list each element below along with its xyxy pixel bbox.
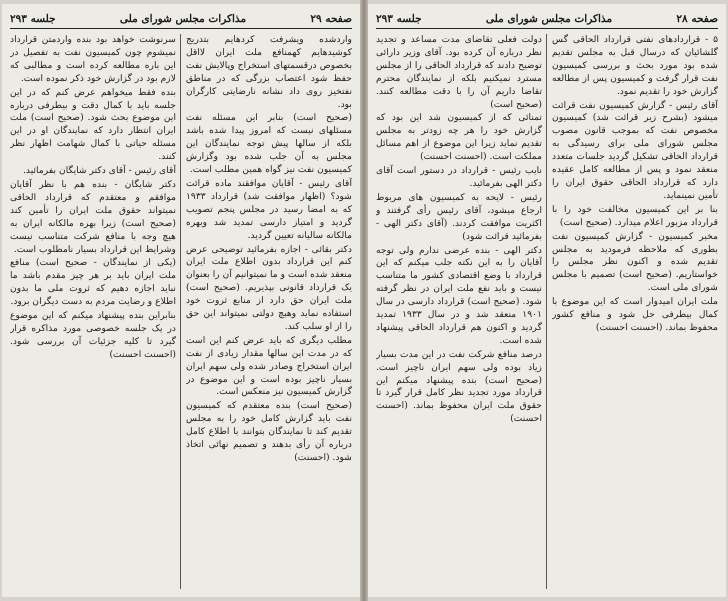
paragraph: (یکی از نمایندگان - صحیح است) منافع ملت ایران باید بر هر چیز مقدم باشد ما نباید اجازه دهیم که ثروت ملی ما بدون اطلاع و رضایت مردم به دست دیگران برود.	[10, 257, 176, 308]
right-page-label: صفحه ۲۸	[676, 13, 718, 25]
paragraph: دکتر الهی - بنده عرضی ندارم ولی توجه آقایان را به این نکته جلب میکنم که این قرارداد با وضع اقتصادی کشور ما متناسب نیست و باید نفع ملت ایران در نظر گرفته شود. (صحیح است) قرارداد دارسی در سال ۱۹۰۱ منعقد شد و در سال ۱۹۳۳ تمدید گردید و اکنون هم قرارداد الحاقی پیشنهاد شده است.	[376, 244, 542, 346]
paragraph: دولت فعلی تقاضای مدت مساعد و تجدید نظر درباره آن کرده بود. آقای وزیر دارائی توضیح دادند که قرارداد الحاقی را از مجلس مسترد نمیکنیم بلکه از نمایندگان محترم تقاضا داریم آن را با دقت مطالعه کنند. (صحیح است)	[376, 34, 542, 110]
paragraph: (صحیح است) بنده معتقدم که کمیسیون نفت باید گزارش کامل خود را به مجلس تقدیم کند تا نمایندگان بتوانند با اطلاع کامل درباره آن رأی بدهند و تصمیم نهائی اتخاذ شود. (احسنت)	[186, 400, 352, 463]
right-page-left-column	[376, 34, 542, 589]
paragraph: نایب رئیس - قرارداد در دستور است آقای دکتر الهی بفرمائید.	[376, 165, 542, 189]
left-page-label: صفحه ۲۹	[310, 13, 352, 25]
right-page-columns	[376, 34, 718, 589]
right-page-right-column	[552, 34, 718, 589]
book-gutter	[360, 0, 368, 601]
paragraph: درصد منافع شرکت نفت در این مدت بسیار زیاد بوده ولی سهم ایران ناچیز است. (صحیح است) بنده پیشنهاد میکنم این قرارداد مورد تجدید نظر کامل قرار گیرد تا حقوق ملت ایران محفوظ بماند. (احسنت احسنت)	[376, 348, 542, 425]
left-page-header	[10, 10, 352, 29]
paragraph: (صحیح است) بنابر این مسئله نفت مسئلهای نیست که امروز پیدا شده باشد بلکه از سالها پیش توجه نمایندگان این مجلس به آن جلب شده بود وگزارش کمیسیون نفت نیز گواه همین مطلب است.	[186, 112, 352, 176]
left-journal-title: مذاکرات مجلس شورای ملی	[119, 13, 247, 25]
paragraph: بنا بر این کمیسیون مخالفت خود را با قرارداد مزبور اعلام میدارد. (صحیح است)	[552, 203, 718, 228]
paragraph: دکتر بقائی - اجازه بفرمائید توضیحی عرض کنم این قرارداد بدون اطلاع ملت ایران منعقد شده است و ما نمیتوانیم آن را بعنوان یک قرارداد قانونی بپذیریم. (صحیح است) ملت ایران حق دارد از منابع ثروت خود استفاده نماید وهیچ دولتی نمیتواند این حق را از او سلب کند.	[186, 243, 352, 332]
paragraph: تمنائی که از کمیسیون شد این بود که گزارش خود را هر چه زودتر به مجلس تقدیم نماید زیرا این موضوع از اهم مسائل مملکت است. (احسنت احسنت)	[376, 112, 542, 163]
right-page-header	[376, 10, 718, 29]
paragraph: رئیس - لایحه به کمیسیون های مربوط ارجاع میشود، آقای رئیس رأی گرفتند و اکثریت موافقت کردند. (آقای دکتر الهی - بفرمائید قرائت شود)	[376, 191, 542, 242]
paragraph: مطلب دیگری که باید عرض کنم این است که در مدت این سالها مقدار زیادی از نفت ایران استخراج وصادر شده ولی سهم ایران بسیار ناچیز بوده است و این موضوع در گزارش کمیسیون نیز منعکس است.	[186, 334, 352, 398]
paragraph: آقای رئیس - آقایان موافقند ماده قرائت شود؟ (اظهار موافقت شد) قرارداد ۱۹۳۳ که به امضا رسید در مجلس پنجم تصویب گردید و امتیاز دارسی تمدید شد وبهره مالکانه سالیانه تعیین گردید.	[186, 177, 352, 241]
paragraph: دکتر شایگان - بنده هم با نظر آقایان موافقم و معتقدم که قرارداد الحاقی نمیتواند حقوق ملت ایران را تأمین کند (صحیح است) زیرا بهره مالکانه ایران به هیچ وجه با منافع شرکت متناسب نیست وشرایط این قرارداد بسیار نامطلوب است.	[10, 178, 176, 255]
paragraph: بنابراین بنده پیشنهاد میکنم که این موضوع در یک جلسه خصوصی مورد مذاکره قرار گیرد تا کلیه جزئیات آن بررسی شود. (احسنت احسنت)	[10, 310, 176, 360]
left-page-left-column	[10, 34, 176, 589]
right-journal-title: مذاکرات مجلس شورای ملی	[485, 13, 613, 25]
paragraph: آقای رئیس - گزارش کمیسیون نفت قرائت میشود (بشرح زیر قرائت شد) کمیسیون مخصوص نفت که بموجب قانون مصوب مجلس شورای ملی برای رسیدگی به قرارداد الحاقی تشکیل گردید جلسات متعدد منعقد نمود و پس از مطالعه کامل عقیده دارد که قرارداد الحاقی حقوق ایران را تأمین نمینماید.	[552, 99, 718, 201]
left-page-columns	[10, 34, 352, 589]
right-session-label: جلسه ۲۹۳	[376, 13, 422, 25]
right-page	[368, 4, 726, 597]
paragraph: واردشده ویشرفت کردهایم بتدریج کوشیدهایم کهمنافع ملت ایران لااقل بخصوص درقسمتهای استخراج وپالایش نفت حفظ شود اعتصاب بزرگی که در مناطق نفتخیز روی داد نشانه نارضایتی کارگران بود.	[186, 34, 352, 110]
paragraph: آقای رئیس - آقای دکتر شایگان بفرمائید.	[22, 165, 176, 177]
paragraph: ۵ - قراردادهای نفتی قرارداد الحاقی گس گلشائیان که درسال قبل به مجلس تقدیم شده بود مورد بحث و بررسی کمیسیون نفت قرار گرفت و کمیسیون پس از مطالعه گزارش خود را تقدیم نمود.	[552, 34, 718, 97]
paragraph: ملت ایران امیدوار است که این موضوع با کمال بیطرفی حل شود و منافع کشور محفوظ بماند. (احسنت احسنت)	[552, 296, 718, 333]
paragraph: مخبر کمیسیون - گزارش کمیسیون نفت بطوری که ملاحظه فرمودید به مجلس تقدیم شده و اکنون نظر مجلس را خواستاریم. (صحیح است) تصمیم با مجلس شورای ملی است.	[552, 230, 718, 294]
left-page	[2, 4, 360, 597]
left-session-label: جلسه ۲۹۳	[10, 13, 56, 25]
left-page-right-column	[186, 34, 352, 589]
paragraph: بنده فقط میخواهم عرض کنم که در این جلسه باید با کمال دقت و بیطرفی درباره این موضوع بحث شود. (صحیح است) ملت ایران انتظار دارد که نمایندگان او در این مسئله حیاتی با کمال شهامت اظهار نظر کنند.	[10, 86, 176, 163]
paragraph: سرنوشت خواهد بود بنده واردمتن قرارداد نمیشوم چون کمیسیون نفت به تفصیل در این باره مطالعه کرده است و مطالبی که لازم بود در گزارش خود ذکر نموده است.	[10, 34, 176, 84]
